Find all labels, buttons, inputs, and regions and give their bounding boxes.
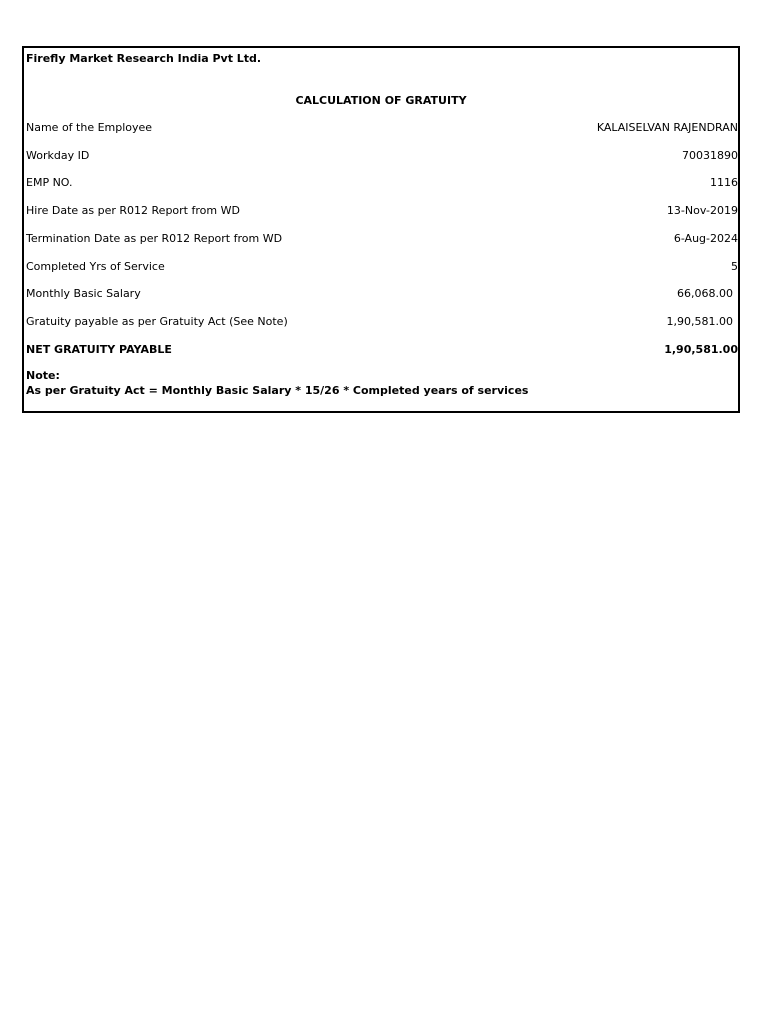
row-value: 1116 — [710, 176, 738, 189]
row-workday-id — [26, 148, 738, 164]
row-monthly-basic-salary — [26, 286, 738, 302]
document-title: CALCULATION OF GRATUITY — [295, 94, 467, 107]
row-value: KALAISELVAN RAJENDRAN — [596, 121, 738, 134]
row-label: Workday ID — [26, 149, 90, 162]
row-label: NET GRATUITY PAYABLE — [26, 343, 172, 356]
row-value: 66,068.00 — [677, 287, 733, 300]
row-hire-date — [26, 203, 738, 219]
company-name: Firefly Market Research India Pvt Ltd. — [26, 52, 262, 65]
row-completed-years — [26, 259, 738, 275]
row-label: EMP NO. — [26, 176, 73, 189]
row-label: Completed Yrs of Service — [26, 260, 165, 273]
row-label: Name of the Employee — [26, 121, 153, 134]
row-employee-name — [26, 120, 738, 136]
row-value: 1,90,581.00 — [666, 315, 733, 328]
row-value: 13-Nov-2019 — [666, 204, 738, 217]
row-label: Termination Date as per R012 Report from WD — [26, 232, 283, 245]
row-label: Hire Date as per R012 Report from WD — [26, 204, 240, 217]
row-value: 1,90,581.00 — [664, 343, 738, 356]
row-value: 5 — [731, 260, 738, 273]
row-net-gratuity-payable — [26, 342, 738, 358]
note-block — [26, 368, 528, 398]
note-text: As per Gratuity Act = Monthly Basic Salary * 15/26 * Completed years of services — [26, 384, 529, 397]
row-emp-no — [26, 175, 738, 191]
gratuity-sheet — [22, 46, 740, 413]
row-termination-date — [26, 231, 738, 247]
row-value: 6-Aug-2024 — [673, 232, 738, 245]
row-value: 70031890 — [682, 149, 738, 162]
row-label: Gratuity payable as per Gratuity Act (See Note) — [26, 315, 288, 328]
row-gratuity-payable — [26, 314, 738, 330]
row-label: Monthly Basic Salary — [26, 287, 141, 300]
note-heading: Note: — [26, 369, 60, 382]
